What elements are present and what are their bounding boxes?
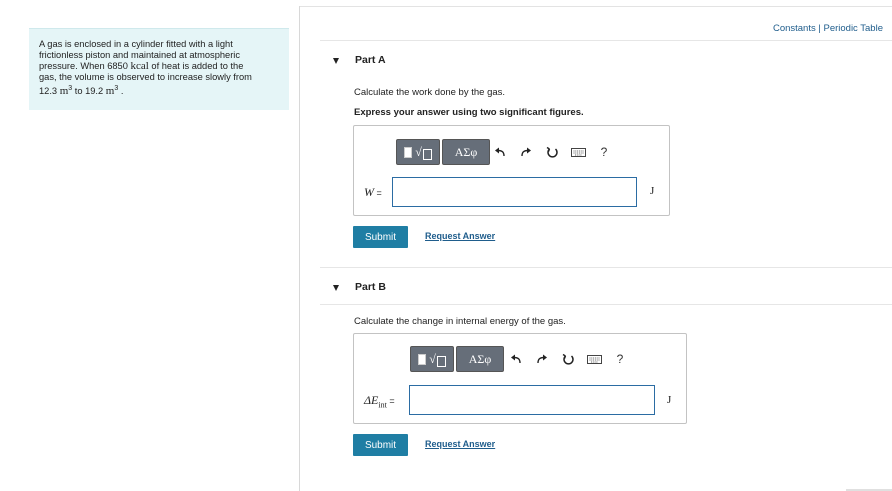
resource-links: [773, 23, 883, 34]
part-a-submit-button[interactable]: Submit: [353, 226, 408, 248]
problem-line: 12.3 $m^3$ to 19.2 $m^3$ .: [39, 85, 124, 98]
redo-icon[interactable]: [513, 142, 539, 162]
greek-symbols-button[interactable]: ΑΣφ: [456, 346, 504, 372]
redo-icon[interactable]: [529, 349, 555, 369]
collapse-triangle-icon[interactable]: [333, 285, 339, 291]
part-a-unit: J: [650, 185, 655, 197]
part-b-math-toolbar: [410, 346, 504, 372]
keyboard-icon[interactable]: [565, 142, 591, 162]
part-a-answer-input[interactable]: [392, 177, 637, 207]
part-b-answer-input[interactable]: [409, 385, 655, 415]
heat-unit: kcal: [130, 60, 149, 72]
part-a-edit-icons: [487, 142, 617, 162]
part-b-prompt: Calculate the change in internal energy of the gas.: [354, 316, 566, 327]
part-b-request-answer-link[interactable]: Request Answer: [425, 439, 496, 449]
help-icon[interactable]: ?: [600, 145, 608, 159]
constants-link[interactable]: Constants: [772, 23, 816, 34]
help-icon[interactable]: ?: [616, 352, 624, 366]
part-a-header[interactable]: [320, 40, 892, 82]
link-separator: |: [815, 23, 824, 34]
periodic-table-link[interactable]: Periodic Table: [823, 23, 883, 34]
collapse-triangle-icon[interactable]: [333, 58, 339, 64]
greek-symbols-button[interactable]: ΑΣφ: [442, 139, 490, 165]
part-b-header[interactable]: [320, 267, 892, 305]
undo-icon[interactable]: [487, 142, 513, 162]
reset-icon[interactable]: [539, 142, 565, 162]
part-b-title: Part B: [355, 281, 386, 293]
fraction-template-icon: [404, 147, 412, 158]
problem-line: A gas is enclosed in a cylinder fitted with a light: [39, 39, 233, 49]
problem-line: gas, the volume is observed to increase slowly from: [39, 72, 252, 82]
part-b-unit: J: [667, 394, 672, 406]
top-divider: [300, 6, 892, 7]
keyboard-icon[interactable]: [581, 349, 607, 369]
reset-icon[interactable]: [555, 349, 581, 369]
part-b-submit-button[interactable]: Submit: [353, 434, 408, 456]
part-b-variable-label: $\Delta E_{int}$ =: [364, 393, 395, 410]
templates-button[interactable]: [410, 346, 454, 372]
problem-line: frictionless piston and maintained at atmospheric: [39, 50, 241, 60]
part-a-variable-label: W =: [364, 185, 382, 199]
part-a-title: Part A: [355, 54, 386, 66]
part-a-request-answer-link[interactable]: Request Answer: [425, 231, 496, 241]
fraction-template-icon: [418, 354, 426, 365]
templates-button[interactable]: [396, 139, 440, 165]
sqrt-template-icon: √: [429, 352, 446, 367]
column-divider: [299, 6, 300, 491]
problem-line: pressure. When 6850 kcal of heat is added to the: [39, 60, 244, 72]
part-a-math-toolbar: [396, 139, 490, 165]
part-a-prompt: Calculate the work done by the gas.: [354, 87, 506, 98]
problem-statement: [29, 28, 289, 110]
sqrt-template-icon: √: [415, 145, 432, 160]
part-a-instruction: Express your answer using two significant figures.: [354, 107, 584, 118]
part-b-edit-icons: [503, 349, 633, 369]
undo-icon[interactable]: [503, 349, 529, 369]
